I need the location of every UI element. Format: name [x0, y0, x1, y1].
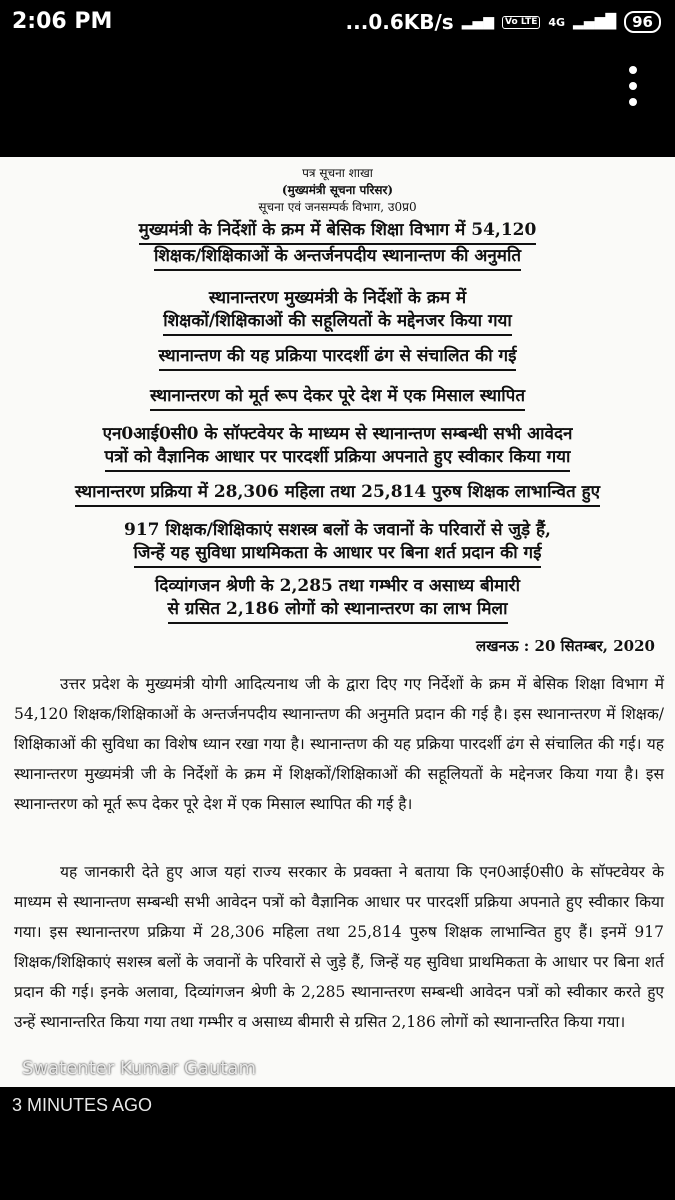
status-time: 2:06 PM — [12, 9, 113, 34]
author-watermark: Swatenter Kumar Gautam — [22, 1058, 256, 1079]
signal-icon: ▂▄▆ — [461, 14, 495, 30]
headline-2: स्थानान्तरण मुख्यमंत्री के निर्देशों के क्रम में शिक्षकों/शिक्षिकाओं की सहूलियतों के मद्देनजर किया गया — [10, 287, 665, 336]
signal-bars-icon: ▂▄▆█ — [573, 14, 617, 30]
headline-6: स्थानान्तरण प्रक्रिया में 28,306 महिला तथा 25,814 पुरुष शिक्षक लाभान्वित हुए — [10, 481, 665, 507]
header-line-2: (मुख्यमंत्री सूचना परिसर) — [281, 183, 394, 197]
press-release-document — [0, 157, 675, 1087]
document-header — [0, 165, 675, 216]
headline-1: मुख्यमंत्री के निर्देशों के क्रम में बेसिक शिक्षा विभाग में 54,120 शिक्षक/शिक्षिकाओं के अन्तर्जनपदीय स्थानान्तण की अनुमति — [10, 219, 665, 271]
headline-5: एन0आई0सी0 के सॉफ्टवेयर के माध्यम से स्थानान्तण सम्बन्धी सभी आवेदन पत्रों को वैज्ञानिक आधार पर पारदर्शी प्रक्रिया अपनाते हुए स्वीकार किया गया — [10, 423, 665, 472]
status-indicators — [346, 10, 661, 34]
header-line-1: पत्र सूचना शाखा — [302, 166, 373, 180]
status-bar — [0, 0, 675, 48]
header-line-3: सूचना एवं जनसम्पर्क विभाग, उ0प्र0 — [258, 200, 417, 214]
headline-8: दिव्यांगजन श्रेणी के 2,285 तथा गम्भीर व असाध्य बीमारी से ग्रसित 2,186 लोगों को स्थानान्तरण का लाभ मिला — [10, 575, 665, 624]
dateline: लखनऊ : 20 सितम्बर, 2020 — [476, 637, 655, 655]
more-options-icon[interactable] — [629, 66, 639, 116]
paragraph-1: उत्तर प्रदेश के मुख्यमंत्री योगी आदित्यनाथ जी के द्वारा दिए गए निर्देशों के क्रम में बेसिक शिक्षा विभाग में 54,120 शिक्षक/शिक्षिकाओं के अन्तर्जनपदीय स्थानान्तण की अनुमति प्रदान की गई है। इस स्थानान्तरण में शिक्षक/शिक्षिकाओं की सुविधा का विशेष ध्यान रखा गया है। स्थानान्तण की यह प्रक्रिया पारदर्शी ढंग से संचालित की गई। यह स्थानान्तरण मुख्यमंत्री जी के निर्देशों के क्रम में शिक्षकों/शिक्षिकाओं की सहूलियतों के मद्देनजर किया गया है। इस स्थानान्तरण को मूर्त रूप देकर पूरे देश में एक मिसाल स्थापित की गई है। — [14, 675, 664, 813]
volte-icon: Vo LTE — [502, 16, 540, 29]
paragraph-2: यह जानकारी देते हुए आज यहां राज्य सरकार के प्रवक्ता ने बताया कि एन0आई0सी0 के सॉफ्टवेयर के माध्यम से स्थानान्तण सम्बन्धी सभी आवेदन पत्रों को वैज्ञानिक आधार पर पारदर्शी प्रक्रिया अपनाते हुए स्वीकार किया गया। इस स्थानान्तरण प्रक्रिया में 28,306 महिला तथा 25,814 पुरुष शिक्षक लाभान्वित हुए हैं। इनमें 917 शिक्षक/शिक्षिकाएं सशस्त्र बलों के जवानों के परिवारों से जुड़े हैं, जिन्हें यह सुविधा प्राथमिकता के आधार पर बिना शर्त प्रदान की गई। इनके अलावा, दिव्यांगजन श्रेणी के 2,285 स्थानान्तरण सम्बन्धी आवेदन पत्रों को स्वीकार करते हुए उन्हें स्थानान्तरित किया गया तथा गम्भीर व असाध्य बीमारी से ग्रसित 2,186 लोगों को स्थानान्तरित किया गया। — [14, 863, 664, 1031]
headline-4: स्थानान्तरण को मूर्त रूप देकर पूरे देश में एक मिसाल स्थापित — [10, 385, 665, 411]
headline-7: 917 शिक्षक/शिक्षिकाएं सशस्त्र बलों के जवानों के परिवारों से जुड़े हैं, जिन्हें यह सुविधा प्राथमिकता के आधार पर बिना शर्त प्रदान की गई — [10, 519, 665, 568]
network-type: 4G — [548, 15, 566, 29]
battery-icon: 96 — [624, 11, 661, 33]
timestamp: 3 MINUTES AGO — [12, 1095, 153, 1115]
headline-3: स्थानान्तण की यह प्रक्रिया पारदर्शी ढंग से संचालित की गई — [10, 345, 665, 371]
network-speed: ...0.6KB/s — [345, 10, 454, 34]
